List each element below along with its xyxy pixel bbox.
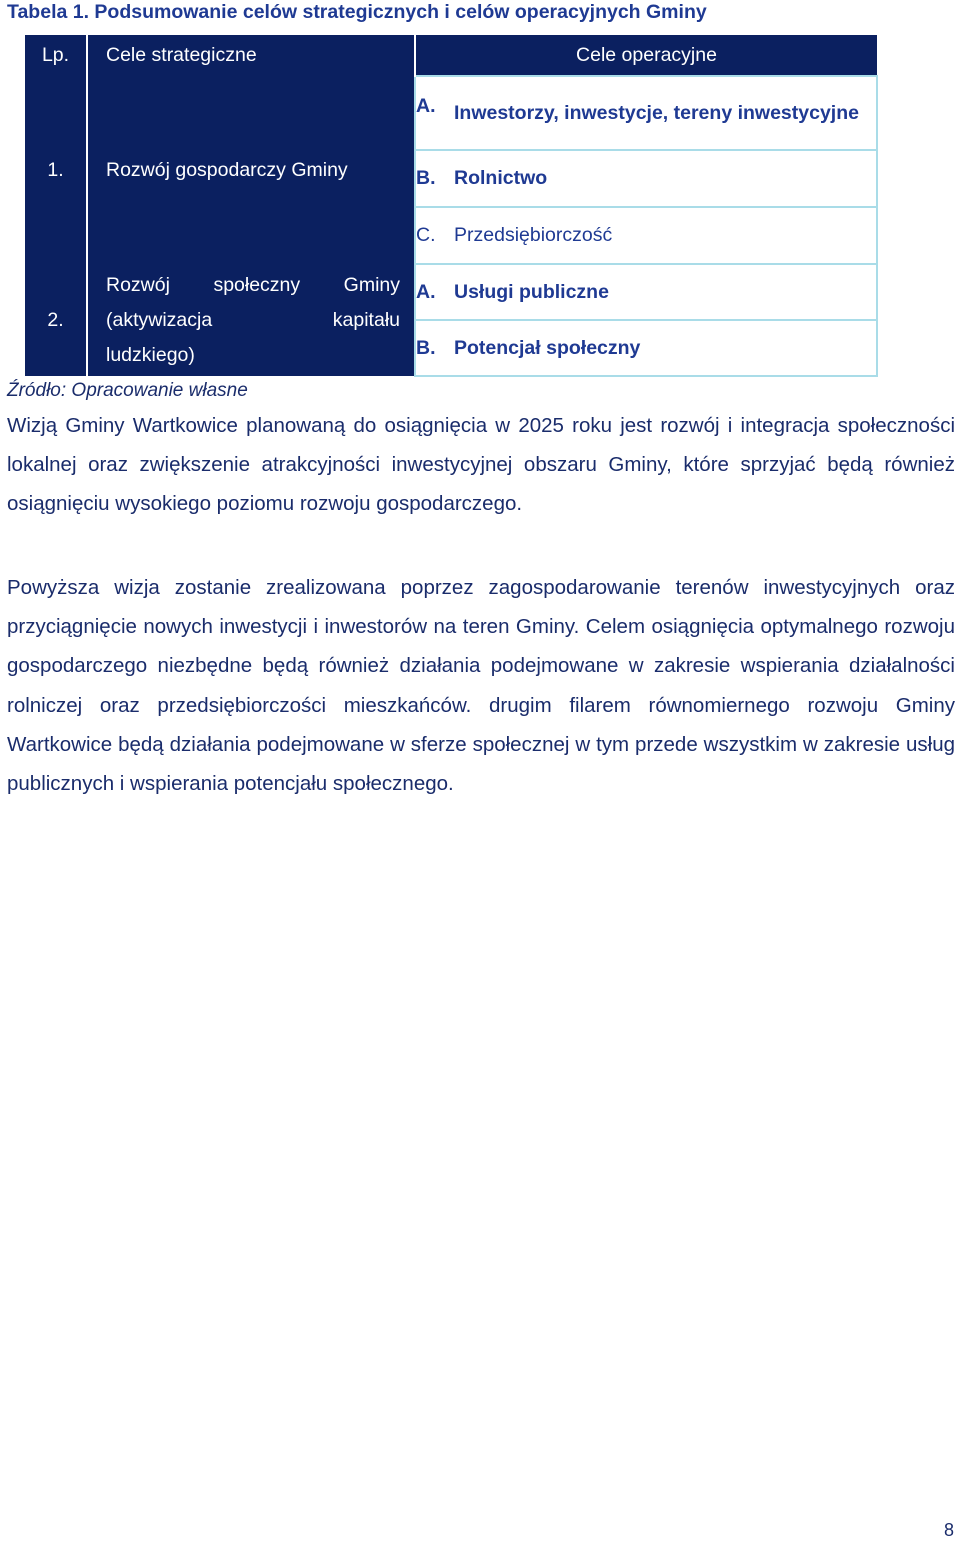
word: Gminy: [343, 273, 400, 296]
goals-table: [25, 35, 878, 377]
header-strategic-goals: Cele strategiczne: [87, 35, 415, 76]
row-number: 1.: [25, 76, 87, 264]
word: Rozwój: [106, 273, 170, 296]
operational-goal: [415, 207, 877, 264]
strategic-goal-line: [106, 303, 400, 338]
goal-letter: A.: [416, 95, 436, 117]
table-header-row: [25, 35, 877, 76]
goal-text: Potencjał społeczny: [454, 336, 641, 359]
source-note: Źródło: Opracowanie własne: [7, 380, 248, 401]
goal-text: Przedsiębiorczość: [454, 224, 613, 246]
goal-letter: C.: [416, 224, 436, 246]
paragraph-vision: Wizją Gminy Wartkowice planowaną do osiągnięcia w 2025 roku jest rozwój i integracja społeczności lokalnej oraz zwiększenie atrakcyjności inwestycyjnej obszaru Gminy, które sprzyjać będą również osiągnięciu wysokiego poziomu rozwoju gospodarczego.: [7, 414, 955, 516]
operational-goal: [415, 76, 877, 150]
goal-letter: A.: [416, 280, 436, 303]
page-number: 8: [943, 1520, 954, 1540]
word: ludzkiego): [106, 343, 195, 366]
table-caption: Tabela 1. Podsumowanie celów strategicznych i celów operacyjnych Gminy: [7, 1, 707, 23]
paragraph-realization: Powyższa wizja zostanie zrealizowana poprzez zagospodarowanie terenów inwestycyjnych oraz przyciągnięcie nowych inwestycji i inwestorów na teren Gminy. Celem osiągnięcia optymalnego rozwoju gospodarczego niezbędne będą również działania podejmowane w zakresie wspierania działalności rolniczej oraz przedsiębiorczości mieszkańców. drugim filarem równomiernego rozwoju Gminy Wartkowice będą działania podejmowane w sferze społecznej w tym przede wszystkim w zakresie usług publicznych i wspierania potencjału społecznego.: [7, 576, 955, 796]
strategic-goal: Rozwój gospodarczy Gminy: [87, 76, 415, 264]
goal-text: Usługi publiczne: [454, 280, 609, 303]
strategic-goal: [87, 264, 415, 376]
row-number: 2.: [25, 264, 87, 376]
header-lp: Lp.: [25, 35, 87, 76]
goal-letter: B.: [416, 167, 436, 189]
table-row: [25, 76, 877, 150]
word: społeczny: [213, 273, 301, 296]
header-operational-goals: Cele operacyjne: [415, 35, 877, 76]
strategic-goal-line: [106, 268, 400, 303]
table-row: [25, 264, 877, 320]
goal-letter: B.: [416, 336, 436, 359]
goal-text: Inwestorzy, inwestycje, tereny inwestycyjne: [454, 102, 859, 124]
word: (aktywizacja: [106, 308, 213, 331]
goal-text: Rolnictwo: [454, 167, 548, 189]
word: kapitału: [332, 308, 400, 331]
operational-goal: [415, 264, 877, 320]
operational-goal: [415, 150, 877, 207]
strategic-goal-line: [106, 338, 400, 373]
operational-goal: [415, 320, 877, 376]
